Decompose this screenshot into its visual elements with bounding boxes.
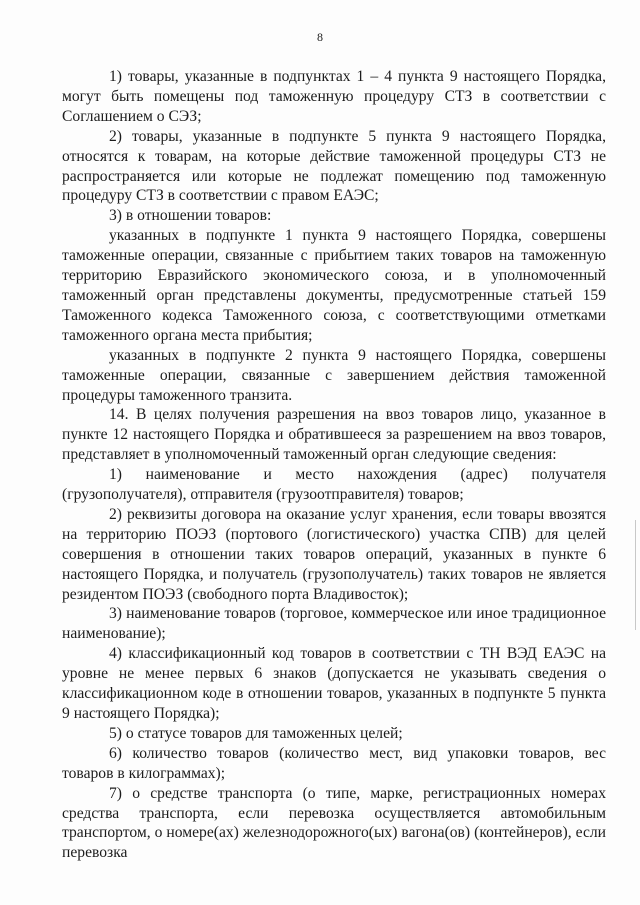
paragraph-info-6: 6) количество товаров (количество мест, вид упаковки товаров, вес товаров в килограммах); [62,744,606,782]
paragraph-item-2: 2) товары, указанные в подпункте 5 пункта 9 настоящего Порядка, относятся к товарам, на которые действие таможенной процедуры СТЗ не распространяется или которые не подлежат помещению под таможенную процедуру СТЗ в соответствии с правом ЕАЭС; [62,127,606,205]
paragraph-info-7: 7) о средстве транспорта (о типе, марке, регистрационных номерах средства транспорта, если перевозка осуществляется автомобильным транспортом, о номере(ах) железнодорожного(ых) вагона(ов) (контейнеров), если перевозка [62,784,606,862]
paragraph-goods-subpoint-2: указанных в подпункте 2 пункта 9 настоящего Порядка, совершены таможенные операции, связанные с завершением действия таможенной процедуры таможенного транзита. [62,346,606,404]
paragraph-info-4: 4) классификационный код товаров в соответствии с ТН ВЭД ЕАЭС на уровне не менее первых 6 знаков (допускается не указывать сведения о классификационном коде в отношении товаров, указанных в подпункте 5 пункта 9 настоящего Порядка); [62,645,606,722]
paragraph-info-2: 2) реквизиты договора на оказание услуг хранения, если товары ввозятся на территорию ПОЭЗ (портового (логистического) участка СПВ) для целей совершения в отношении таких товаров операций, указанных в пункте 6 настоящего Порядка, и получатель (грузополучатель) таких товаров не является резидентом ПОЭЗ (свободного порта Владивосток); [62,505,606,603]
paragraph-item-3: 3) в отношении товаров: [109,207,272,225]
document-body [62,67,606,863]
paragraph-info-3: 3) наименование товаров (торговое, коммерческое или иное традиционное наименование); [62,605,606,643]
paragraph-section-14: 14. В целях получения разрешения на ввоз товаров лицо, указанное в пункте 12 настоящего Порядка и обратившееся за разрешением на ввоз товаров, представляет в уполномоченный таможенный орган следующие сведения: [62,406,606,464]
paragraph-item-1: 1) товары, указанные в подпунктах 1 – 4 пункта 9 настоящего Порядка, могут быть помещены под таможенную процедуру СТЗ в соответствии с Соглашением о СЭЗ; [62,68,606,125]
paragraph-info-5: 5) о статусе товаров для таможенных целей; [109,724,403,742]
scan-edge-mark [635,520,636,630]
paragraph-goods-subpoint-1: указанных в подпункте 1 пункта 9 настоящего Порядка, совершены таможенные операции, связанные с прибытием таких товаров на таможенную территорию Евразийского экономического союза, и в уполномоченный таможенный орган представлены документы, предусмотренные статьей 159 Таможенного кодекса Таможенного союза, с соответствующими отметками таможенного органа места прибытия; [62,227,606,344]
paragraph-info-1: 1) наименование и место нахождения (адрес) получателя (грузополучателя), отправителя (грузоотправителя) товаров; [62,466,606,504]
page-number: 8 [317,30,323,44]
